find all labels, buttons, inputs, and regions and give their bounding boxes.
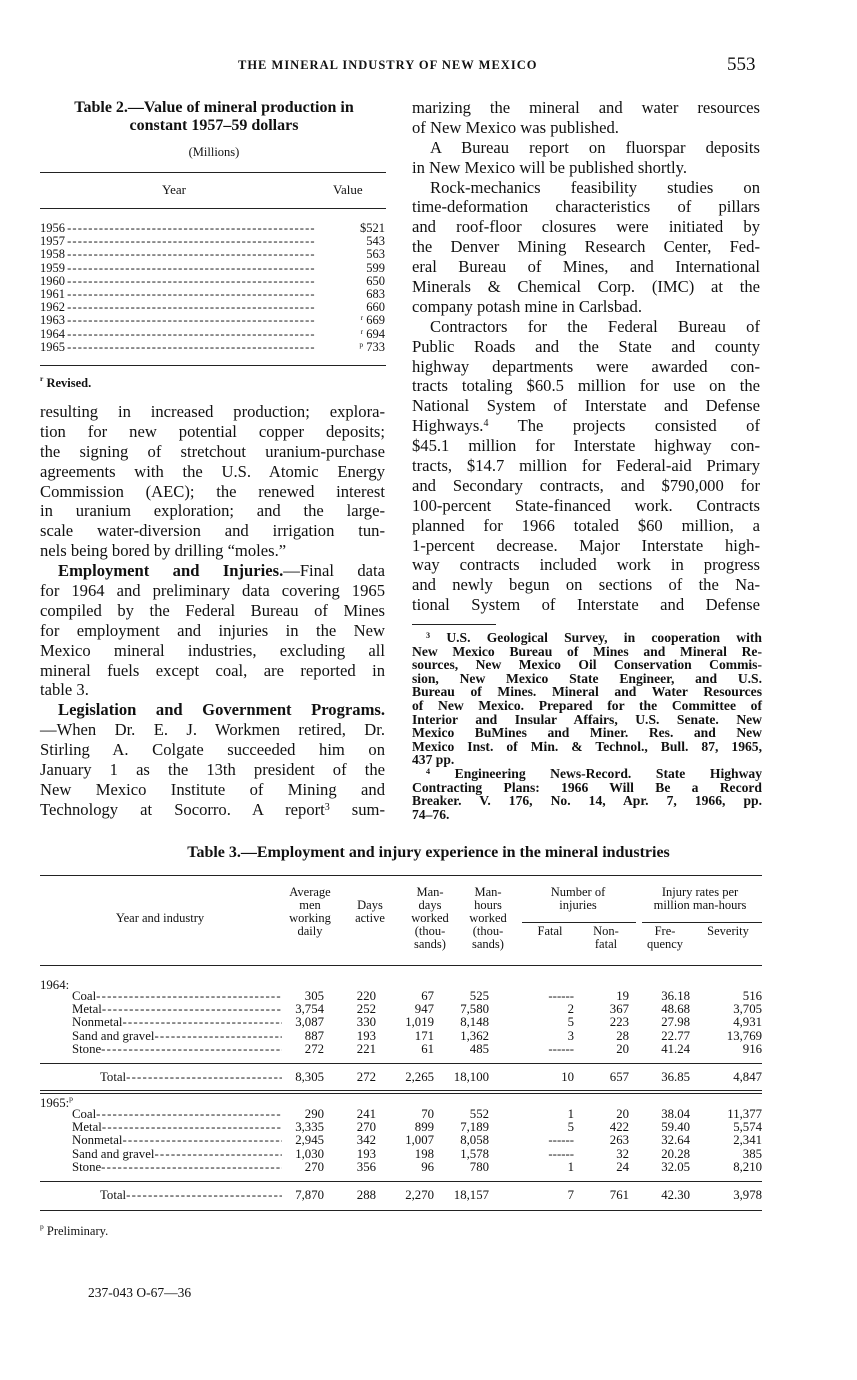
- header-man-days: [405, 886, 455, 951]
- value-cell: 1: [567, 1107, 574, 1121]
- table-row: [40, 1016, 762, 1029]
- value-cell: 761: [609, 1188, 629, 1202]
- table-row: [40, 235, 385, 247]
- header-line: Number of: [550, 885, 606, 899]
- text-line: and roof-floor closures were initiated by: [412, 217, 760, 237]
- text-line: Highways.$^4$ The projects consisted of: [412, 416, 760, 436]
- value-cell: $521: [360, 221, 385, 235]
- total-row: [40, 1189, 762, 1202]
- header-fatal: [525, 925, 575, 938]
- header-line: Fatal: [537, 924, 563, 938]
- value-cell: ------: [548, 989, 574, 1003]
- industry-cell: Coal - - -: [40, 990, 282, 1003]
- revision-flag: p: [359, 339, 364, 349]
- table-row: [40, 1043, 762, 1056]
- table2-unit: (Millions): [188, 145, 240, 159]
- section-heading: Employment and Injuries.: [58, 561, 284, 581]
- double-rule: [40, 1090, 762, 1091]
- value-cell: 5,574: [733, 1120, 762, 1135]
- table2-footnote: [40, 376, 91, 391]
- table3-title: Table 3.—Employment and injury experience in the mineral industries: [187, 844, 670, 861]
- value-cell: 422: [609, 1120, 629, 1135]
- value-cell: 1: [567, 1159, 574, 1174]
- value-cell: 2: [567, 1002, 574, 1017]
- header-line: Injury rates per: [661, 885, 739, 899]
- value-cell: 899: [414, 1120, 434, 1135]
- value-cell: 4,931: [733, 1015, 762, 1030]
- text-line: $^3$ U.S. Geological Survey, in cooperation with: [426, 630, 762, 645]
- table3-rule-header: [40, 965, 762, 966]
- text-line: Stirling A. Colgate succeeded him on: [40, 740, 385, 760]
- value-cell: 650: [366, 273, 385, 288]
- value-cell: 20: [616, 1041, 629, 1056]
- value-cell: 67: [421, 989, 434, 1003]
- value-cell: 252: [356, 1002, 376, 1017]
- text-line: nels being bored by drilling “moles.”: [40, 541, 287, 561]
- value-cell: 96: [421, 1159, 434, 1174]
- header-line: Year and industry: [115, 911, 205, 925]
- page-header: [0, 56, 857, 76]
- industry-cell: Stone - - -: [40, 1043, 282, 1056]
- value-cell: 36.85: [661, 1070, 690, 1084]
- table-row: [40, 1030, 762, 1043]
- table-row: [40, 301, 385, 313]
- table2-col-year: Year: [162, 182, 186, 197]
- text-line: in uranium exploration; and the large-: [40, 501, 385, 521]
- double-rule: [40, 1093, 762, 1094]
- value-cell: 28: [616, 1028, 629, 1043]
- text-line: mineral fuels except coal, are reported in: [40, 660, 385, 680]
- table2-rule-top: [40, 172, 386, 173]
- text-line: marizing the mineral and water resources: [412, 98, 760, 117]
- value-cell: 3: [567, 1028, 574, 1043]
- table-row: [40, 222, 385, 234]
- header-days-active: [345, 899, 395, 925]
- header-severity: [698, 925, 758, 938]
- value-cell: 48.68: [661, 1002, 690, 1017]
- value-cell: 2,341: [733, 1133, 762, 1148]
- header-line: (thou-: [472, 924, 504, 938]
- industry-cell: Nonmetal - - -: [40, 1016, 282, 1029]
- table-row: [40, 275, 385, 287]
- text-line: Breaker. V. 176, No. 14, Apr. 7, 1966, pp.: [412, 793, 762, 809]
- value-cell: 3,335: [295, 1120, 324, 1135]
- value-cell: 193: [356, 1028, 376, 1043]
- text-line: in New Mexico will be published shortly.: [412, 157, 687, 177]
- value-cell: 7,870: [295, 1188, 324, 1202]
- text-line: and Secondary contracts, and $790,000 for: [412, 475, 760, 495]
- text-line: $45.1 million for Interstate highway con-: [412, 436, 760, 456]
- table-row: [40, 262, 385, 274]
- text-line: resulting in increased production; explora-: [40, 402, 385, 421]
- value-cell: 1,030: [295, 1146, 324, 1161]
- header-line: Days: [357, 898, 383, 912]
- value-cell: 20.28: [661, 1146, 690, 1161]
- year-cell: 1956 - - -: [40, 222, 315, 234]
- header-line: sands): [472, 937, 504, 951]
- industry-cell: Metal - - -: [40, 1003, 282, 1016]
- value-cell: 1,362: [460, 1028, 489, 1043]
- header-line: working: [289, 911, 331, 925]
- table-row: [40, 1148, 762, 1161]
- value-cell: 3,978: [733, 1188, 762, 1202]
- value-cell: 1,019: [405, 1015, 434, 1030]
- text-line: Mexico Inst. of Min. & Technol., Bull. 87, 1965,: [412, 738, 762, 754]
- text-line: $^4$ Engineering News-Record. State Highway: [426, 765, 762, 781]
- header-year-industry: [60, 912, 260, 925]
- footnote-mark: p: [40, 1222, 44, 1231]
- footnote-reference: 3: [324, 801, 330, 813]
- year-group-label: 1965:$^p$: [40, 1094, 73, 1110]
- header-man-hours: [463, 886, 513, 951]
- text-line: Technology at Socorro. A report$^3$ sum-: [40, 799, 385, 819]
- table3-footnote: [40, 1224, 108, 1239]
- value-cell: 263: [609, 1133, 629, 1148]
- text-line: New Mexico Bureau of Mines and Mineral Re-: [412, 643, 762, 659]
- year-cell: 1961 - - -: [40, 288, 315, 300]
- header-line: worked: [469, 911, 507, 925]
- value-cell: 1,578: [460, 1146, 489, 1161]
- text-line: Interior and Insular Affairs, U.S. Senate. New: [412, 711, 762, 727]
- text-line: Contractors for the Federal Bureau of: [430, 316, 760, 336]
- print-code: 237-043 O-67—36: [88, 1285, 192, 1300]
- value-cell: 221: [356, 1041, 376, 1056]
- footnote-reference: 4: [483, 418, 489, 430]
- year-cell: 1957 - - -: [40, 235, 315, 247]
- text-line: company potash mine in Carlsbad.: [412, 296, 642, 316]
- table2-rule-bottom: [40, 365, 386, 366]
- table-row: [40, 314, 385, 326]
- value-cell: 7: [567, 1188, 574, 1202]
- table-row: [40, 341, 385, 353]
- text-line: tional System of Interstate and Defense: [412, 595, 760, 615]
- value-cell: 660: [366, 300, 385, 315]
- value-cell: 8,058: [460, 1133, 489, 1148]
- value-cell: 70: [421, 1107, 434, 1121]
- text-line: for employment and injuries in the New: [40, 620, 385, 640]
- header-line: hours: [474, 898, 502, 912]
- value-cell: 5: [567, 1120, 574, 1135]
- header-line: Non-: [593, 924, 619, 938]
- year-cell: 1964 - - -: [40, 328, 315, 340]
- text-line: sion, New Mexico State Engineer, and U.S.: [412, 670, 762, 686]
- table-row: [40, 990, 762, 1003]
- value-cell: 61: [421, 1041, 434, 1056]
- value-cell: 7,580: [460, 1002, 489, 1017]
- value-cell: 2,265: [405, 1070, 434, 1084]
- header-injury-rates: [630, 886, 770, 912]
- industry-cell: Metal - - -: [40, 1121, 282, 1134]
- table-row: [40, 1108, 762, 1121]
- header-line: active: [355, 911, 385, 925]
- header-average-men: [280, 886, 340, 938]
- table2-title-line: constant 1957–59 dollars: [129, 117, 299, 134]
- industry-cell: Total - - -: [40, 1071, 282, 1084]
- value-cell: 947: [414, 1002, 434, 1017]
- text-line: time-deformation characteristics of pillars: [412, 197, 760, 217]
- value-cell: 288: [356, 1188, 376, 1202]
- header-line: sands): [414, 937, 446, 951]
- header-line: Average: [289, 885, 331, 899]
- text-line: tion for new potential copper deposits;: [40, 421, 385, 441]
- value-cell: 683: [366, 287, 385, 301]
- value-cell: 8,305: [295, 1070, 324, 1084]
- text-line: 1-percent decrease. Major Interstate high-: [412, 535, 760, 555]
- text-line: Contracting Plans: 1966 Will Be a Record: [412, 779, 762, 795]
- table-row: [40, 1161, 762, 1174]
- header-line: fatal: [594, 937, 618, 951]
- value-cell: 525: [469, 989, 489, 1003]
- value-cell: 305: [304, 989, 324, 1003]
- year-group-label: 1964:: [40, 978, 70, 992]
- value-cell: 5: [567, 1015, 574, 1030]
- value-cell: 270: [356, 1120, 376, 1135]
- table2-title-line: Table 2.—Value of mineral production in: [74, 99, 354, 116]
- text-line: of New Mexico. Prepared for the Committee of: [412, 697, 762, 713]
- value-cell: 7,189: [460, 1120, 489, 1135]
- value-cell: 1,007: [405, 1133, 434, 1148]
- industry-cell: Coal - - -: [40, 1108, 282, 1121]
- header-line: men: [299, 898, 321, 912]
- header-line: Man-: [474, 885, 502, 899]
- right-column-text: [412, 98, 760, 615]
- value-cell: 599: [366, 260, 385, 275]
- footnote-number: 3: [426, 631, 431, 640]
- year-cell: 1962 - - -: [40, 301, 315, 313]
- value-cell: 543: [366, 234, 385, 249]
- text-line: and newly begun on sections of the Na-: [412, 575, 760, 595]
- year-cell: 1965 - - -: [40, 341, 315, 353]
- text-line: Employment and Injuries.—Final data: [58, 561, 385, 581]
- table2-title: [40, 99, 388, 135]
- value-cell: 18,157: [453, 1188, 489, 1202]
- text-line: Rock-mechanics feasibility studies on: [430, 177, 760, 197]
- text-line: table 3.: [40, 680, 89, 700]
- value-cell: $^p$ 733: [359, 339, 385, 354]
- value-cell: 356: [356, 1159, 376, 1174]
- value-cell: 24: [616, 1159, 629, 1174]
- value-cell: 3,754: [295, 1002, 324, 1017]
- value-cell: 3,087: [295, 1015, 324, 1030]
- value-cell: 916: [742, 1041, 762, 1056]
- text-line: highway departments were awarded con-: [412, 356, 760, 376]
- year-cell: 1960 - - -: [40, 275, 315, 287]
- text-line: National System of Interstate and Defense: [412, 396, 760, 416]
- value-cell: 38.04: [661, 1107, 690, 1121]
- value-cell: 552: [469, 1107, 489, 1121]
- revision-flag: r: [360, 326, 364, 336]
- value-cell: $^r$ 694: [360, 326, 385, 341]
- value-cell: 19: [616, 989, 629, 1003]
- header-line: days: [418, 898, 442, 912]
- value-cell: ------: [548, 1041, 574, 1056]
- value-cell: 241: [356, 1107, 376, 1121]
- table-row: [40, 328, 385, 340]
- value-cell: 330: [356, 1015, 376, 1030]
- value-cell: 385: [742, 1146, 762, 1161]
- text-line: tracts, $14.7 million for Federal-aid Primary: [412, 456, 760, 476]
- header-line: injuries: [559, 898, 597, 912]
- value-cell: 223: [609, 1015, 629, 1030]
- text-line: way contracts included work in progress: [412, 555, 760, 575]
- industry-cell: Sand and gravel - - -: [40, 1030, 282, 1043]
- value-cell: 563: [366, 247, 385, 262]
- section-heading: Legislation and Government Programs.: [58, 700, 385, 720]
- left-column-text: [40, 402, 385, 820]
- text-line: January 1 as the 13th president of the: [40, 760, 385, 780]
- value-cell: 32.64: [661, 1133, 690, 1148]
- value-cell: 2,945: [295, 1133, 324, 1148]
- industry-cell: Nonmetal - - -: [40, 1134, 282, 1147]
- text-line: New Mexico Institute of Mining and: [40, 779, 385, 799]
- text-line: —When Dr. E. J. Workmen retired, Dr.: [40, 720, 385, 740]
- text-line: eral Bureau of Mines, and International: [412, 257, 760, 277]
- value-cell: 32.05: [661, 1159, 690, 1174]
- header-group-rule: [642, 922, 762, 923]
- total-row: [40, 1071, 762, 1084]
- industry-cell: Stone - - -: [40, 1161, 282, 1174]
- text-line: the Denver Mining Research Center, Fed-: [412, 237, 760, 257]
- value-cell: 41.24: [661, 1041, 690, 1056]
- text-line: [40, 700, 385, 720]
- value-cell: 8,210: [733, 1159, 762, 1174]
- header-line: Fre-: [654, 924, 676, 938]
- table2-rule-header: [40, 208, 386, 209]
- value-cell: 272: [304, 1041, 324, 1056]
- value-cell: $^r$ 669: [360, 313, 385, 328]
- text-line: for 1964 and preliminary data covering 1965: [40, 581, 385, 601]
- header-line: quency: [646, 937, 684, 951]
- value-cell: 272: [356, 1070, 376, 1084]
- value-cell: 11,377: [727, 1107, 762, 1121]
- table-row: [40, 1121, 762, 1134]
- total-rule: [40, 1063, 762, 1064]
- value-cell: 485: [469, 1041, 489, 1056]
- table3-rule-top: [40, 875, 762, 876]
- value-cell: 270: [304, 1159, 324, 1174]
- value-cell: ------: [548, 1146, 574, 1161]
- text-line: Mexico BuMines and Miner. Res. and New: [412, 725, 762, 741]
- value-cell: 10: [561, 1070, 574, 1084]
- text-line: Minerals & Chemical Corp. (IMC) at the: [412, 277, 760, 297]
- value-cell: 32: [616, 1146, 629, 1161]
- header-frequency: [640, 925, 690, 951]
- footnote-number: 4: [426, 766, 431, 776]
- value-cell: 193: [356, 1146, 376, 1161]
- text-line: Commission (AEC); the renewed interest: [40, 481, 385, 501]
- header-line: Man-: [416, 885, 444, 899]
- value-cell: 342: [356, 1133, 376, 1148]
- table-row: [40, 248, 385, 260]
- footnote-separator: [412, 624, 496, 625]
- footnotes: [412, 631, 762, 821]
- industry-cell: Sand and gravel - - -: [40, 1148, 282, 1161]
- footnote-text: Revised.: [46, 376, 92, 390]
- value-cell: 59.40: [661, 1120, 690, 1135]
- value-cell: 3,705: [733, 1002, 762, 1017]
- value-cell: 27.98: [661, 1015, 690, 1030]
- running-title: THE MINERAL INDUSTRY OF NEW MEXICO: [238, 58, 538, 72]
- value-cell: 2,270: [405, 1188, 434, 1202]
- header-line: (thou-: [414, 924, 446, 938]
- page-number: 553: [727, 54, 756, 75]
- text-line: A Bureau report on fluorspar deposits: [430, 137, 760, 157]
- text-line: scale water-diversion and irrigation tun-: [40, 521, 385, 541]
- text-line: the signing of stretchout uranium-purchase: [40, 441, 385, 461]
- value-cell: 13,769: [726, 1028, 762, 1043]
- header-line: Severity: [707, 924, 749, 938]
- text-line: compiled by the Federal Bureau of Mines: [40, 600, 385, 620]
- value-cell: 780: [469, 1159, 489, 1174]
- header-nonfatal: [581, 925, 631, 951]
- text-line: tracts totaling $60.5 million for use on the: [412, 376, 760, 396]
- text-line: Bureau of Mines. Mineral and Water Resources: [412, 684, 762, 700]
- text-line: planned for 1966 totaled $60 million, a: [412, 515, 760, 535]
- value-cell: 36.18: [661, 989, 690, 1003]
- text-line: agreements with the U.S. Atomic Energy: [40, 461, 385, 481]
- value-cell: 8,148: [460, 1015, 489, 1030]
- text-line: sources, New Mexico Oil Conservation Commis-: [412, 657, 762, 673]
- text-line: 437 pp.: [412, 752, 455, 768]
- table3-rule-bottom: [40, 1210, 762, 1211]
- text-line: 74–76.: [412, 806, 450, 822]
- value-cell: 42.30: [661, 1188, 690, 1202]
- header-line: daily: [297, 924, 323, 938]
- table-row: [40, 288, 385, 300]
- value-cell: 220: [356, 989, 376, 1003]
- value-cell: 22.77: [661, 1028, 690, 1043]
- value-cell: 887: [304, 1028, 324, 1043]
- preliminary-flag: p: [69, 1094, 73, 1103]
- value-cell: 4,847: [733, 1070, 762, 1084]
- header-line: million man-hours: [653, 898, 747, 912]
- year-cell: 1963 - - -: [40, 314, 315, 326]
- footnote-mark: r: [40, 374, 44, 383]
- value-cell: 290: [304, 1107, 324, 1121]
- header-number-of-injuries: [523, 886, 633, 912]
- total-rule: [40, 1181, 762, 1182]
- value-cell: ------: [548, 1133, 574, 1148]
- header-line: worked: [411, 911, 449, 925]
- text-line: Public Roads and the State and county: [412, 336, 760, 356]
- value-cell: 18,100: [453, 1070, 489, 1084]
- header-group-rule: [522, 922, 636, 923]
- year-cell: 1959 - - -: [40, 262, 315, 274]
- footnote-text: Preliminary.: [46, 1224, 109, 1238]
- year-cell: 1958 - - -: [40, 248, 315, 260]
- table2-col-value: Value: [333, 182, 363, 197]
- value-cell: 20: [616, 1107, 629, 1121]
- value-cell: 198: [414, 1146, 434, 1161]
- table-row: [40, 1134, 762, 1147]
- table-row: [40, 1003, 762, 1016]
- value-cell: 516: [742, 989, 762, 1003]
- text-line: of New Mexico was published.: [412, 117, 619, 137]
- value-cell: 367: [609, 1002, 629, 1017]
- value-cell: 657: [609, 1070, 629, 1084]
- revision-flag: r: [360, 313, 364, 323]
- text-line: Mexico mineral industries, excluding all: [40, 640, 385, 660]
- industry-cell: Total - - -: [40, 1189, 282, 1202]
- value-cell: 171: [414, 1028, 434, 1043]
- text-line: 100-percent State-financed work. Contracts: [412, 495, 760, 515]
